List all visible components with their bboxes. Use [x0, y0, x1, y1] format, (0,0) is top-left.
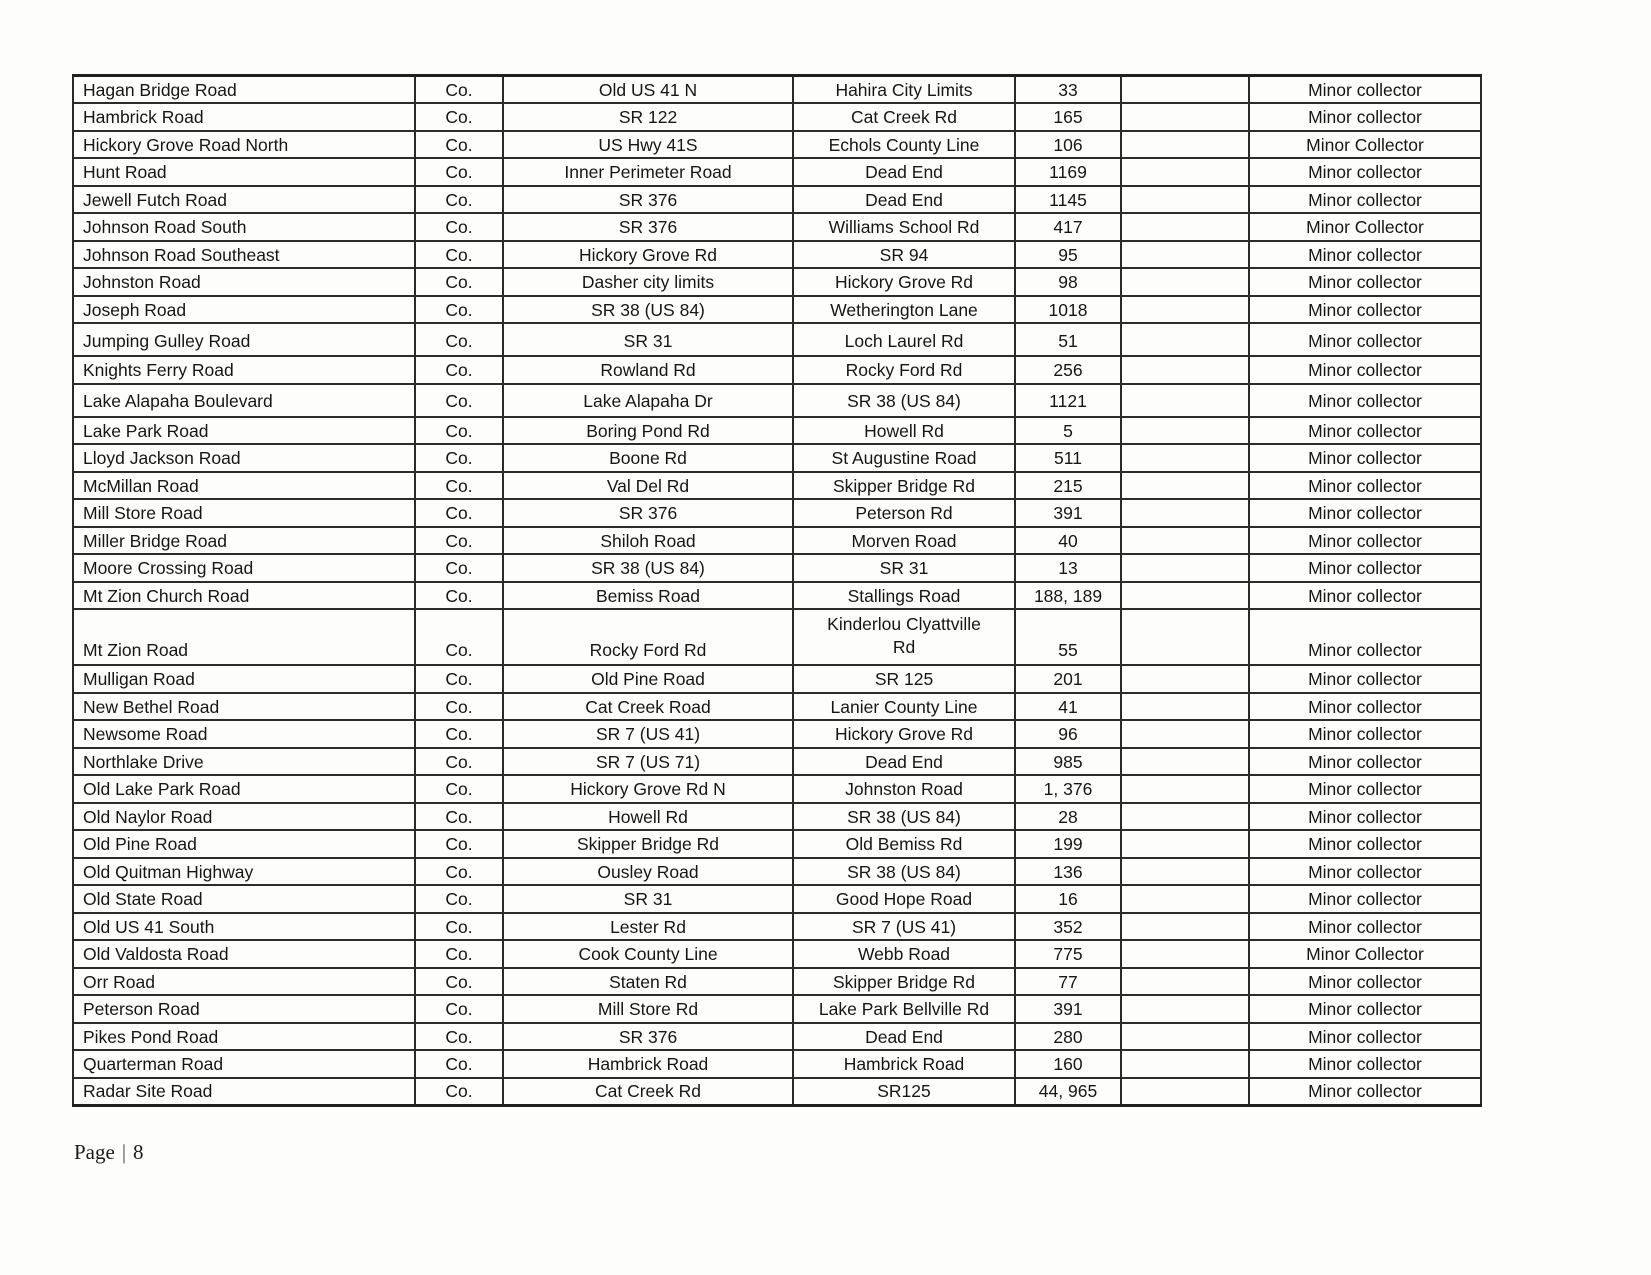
- table-row: [73, 720, 1481, 748]
- page-footer-separator: |: [121, 1140, 127, 1164]
- cell-road-name: Orr Road: [73, 968, 415, 996]
- cell-route-number: 1018: [1015, 296, 1121, 324]
- cell-jurisdiction: Co.: [415, 554, 503, 582]
- cell-to-road: Morven Road: [793, 527, 1015, 555]
- cell-route-number: 985: [1015, 748, 1121, 776]
- cell-classification: Minor collector: [1249, 748, 1481, 776]
- table-row: [73, 940, 1481, 968]
- cell-classification: Minor collector: [1249, 384, 1481, 417]
- cell-road-name: Hunt Road: [73, 158, 415, 186]
- cell-blank: [1121, 940, 1249, 968]
- cell-jurisdiction: Co.: [415, 968, 503, 996]
- cell-to-road: Echols County Line: [793, 131, 1015, 159]
- cell-route-number: 44, 965: [1015, 1078, 1121, 1106]
- cell-to-road: Hahira City Limits: [793, 76, 1015, 104]
- cell-to-road: Dead End: [793, 186, 1015, 214]
- cell-jurisdiction: Co.: [415, 444, 503, 472]
- cell-to-road: Lake Park Bellville Rd: [793, 995, 1015, 1023]
- cell-blank: [1121, 830, 1249, 858]
- table-row: [73, 858, 1481, 886]
- cell-classification: Minor collector: [1249, 554, 1481, 582]
- cell-from-road: Lake Alapaha Dr: [503, 384, 793, 417]
- cell-blank: [1121, 444, 1249, 472]
- cell-to-road: Good Hope Road: [793, 885, 1015, 913]
- cell-classification: Minor collector: [1249, 158, 1481, 186]
- table-row: [73, 968, 1481, 996]
- cell-blank: [1121, 527, 1249, 555]
- cell-route-number: 1145: [1015, 186, 1121, 214]
- cell-jurisdiction: Co.: [415, 665, 503, 693]
- cell-classification: Minor collector: [1249, 323, 1481, 356]
- cell-route-number: 775: [1015, 940, 1121, 968]
- cell-road-name: Old US 41 South: [73, 913, 415, 941]
- cell-from-road: Old US 41 N: [503, 76, 793, 104]
- cell-road-name: Mulligan Road: [73, 665, 415, 693]
- cell-from-road: SR 376: [503, 213, 793, 241]
- cell-to-road: Skipper Bridge Rd: [793, 968, 1015, 996]
- table-row: [73, 995, 1481, 1023]
- table-row: [73, 554, 1481, 582]
- cell-blank: [1121, 186, 1249, 214]
- table-row: [73, 356, 1481, 384]
- cell-to-road: SR 125: [793, 665, 1015, 693]
- table-row: [73, 186, 1481, 214]
- cell-route-number: 352: [1015, 913, 1121, 941]
- cell-jurisdiction: Co.: [415, 609, 503, 665]
- cell-road-name: Hickory Grove Road North: [73, 131, 415, 159]
- cell-jurisdiction: Co.: [415, 803, 503, 831]
- cell-classification: Minor collector: [1249, 830, 1481, 858]
- cell-jurisdiction: Co.: [415, 472, 503, 500]
- cell-route-number: 280: [1015, 1023, 1121, 1051]
- table-row: [73, 913, 1481, 941]
- cell-jurisdiction: Co.: [415, 241, 503, 269]
- cell-blank: [1121, 268, 1249, 296]
- cell-jurisdiction: Co.: [415, 268, 503, 296]
- cell-to-road: Williams School Rd: [793, 213, 1015, 241]
- cell-blank: [1121, 885, 1249, 913]
- table-row: [73, 830, 1481, 858]
- cell-route-number: 40: [1015, 527, 1121, 555]
- cell-blank: [1121, 803, 1249, 831]
- cell-jurisdiction: Co.: [415, 775, 503, 803]
- cell-to-road: Hickory Grove Rd: [793, 268, 1015, 296]
- cell-from-road: Howell Rd: [503, 803, 793, 831]
- cell-jurisdiction: Co.: [415, 1050, 503, 1078]
- cell-road-name: Quarterman Road: [73, 1050, 415, 1078]
- cell-jurisdiction: Co.: [415, 158, 503, 186]
- cell-blank: [1121, 1050, 1249, 1078]
- table-row: [73, 609, 1481, 665]
- table-row: [73, 76, 1481, 104]
- cell-jurisdiction: Co.: [415, 1023, 503, 1051]
- cell-road-name: Mt Zion Church Road: [73, 582, 415, 610]
- cell-from-road: SR 122: [503, 103, 793, 131]
- cell-from-road: Boring Pond Rd: [503, 417, 793, 445]
- cell-route-number: 41: [1015, 693, 1121, 721]
- cell-road-name: Lake Park Road: [73, 417, 415, 445]
- cell-to-road: SR 31: [793, 554, 1015, 582]
- cell-from-road: Dasher city limits: [503, 268, 793, 296]
- cell-route-number: 256: [1015, 356, 1121, 384]
- table-row: [73, 527, 1481, 555]
- cell-jurisdiction: Co.: [415, 1078, 503, 1106]
- cell-road-name: Moore Crossing Road: [73, 554, 415, 582]
- cell-classification: Minor collector: [1249, 693, 1481, 721]
- cell-route-number: 33: [1015, 76, 1121, 104]
- cell-road-name: Jewell Futch Road: [73, 186, 415, 214]
- cell-jurisdiction: Co.: [415, 186, 503, 214]
- cell-to-road: Dead End: [793, 158, 1015, 186]
- cell-from-road: Bemiss Road: [503, 582, 793, 610]
- cell-jurisdiction: Co.: [415, 384, 503, 417]
- cell-road-name: Old Valdosta Road: [73, 940, 415, 968]
- cell-route-number: 55: [1015, 609, 1121, 665]
- cell-road-name: Peterson Road: [73, 995, 415, 1023]
- cell-classification: Minor collector: [1249, 995, 1481, 1023]
- cell-jurisdiction: Co.: [415, 356, 503, 384]
- cell-from-road: Skipper Bridge Rd: [503, 830, 793, 858]
- cell-blank: [1121, 1078, 1249, 1106]
- cell-from-road: Cat Creek Road: [503, 693, 793, 721]
- cell-jurisdiction: Co.: [415, 693, 503, 721]
- cell-to-road: SR125: [793, 1078, 1015, 1106]
- cell-route-number: 511: [1015, 444, 1121, 472]
- cell-route-number: 106: [1015, 131, 1121, 159]
- cell-route-number: 98: [1015, 268, 1121, 296]
- cell-blank: [1121, 582, 1249, 610]
- cell-route-number: 5: [1015, 417, 1121, 445]
- cell-from-road: SR 7 (US 71): [503, 748, 793, 776]
- cell-road-name: Northlake Drive: [73, 748, 415, 776]
- cell-route-number: 77: [1015, 968, 1121, 996]
- cell-to-road: Webb Road: [793, 940, 1015, 968]
- cell-blank: [1121, 775, 1249, 803]
- cell-classification: Minor collector: [1249, 186, 1481, 214]
- cell-road-name: Old Quitman Highway: [73, 858, 415, 886]
- road-table-body: [73, 76, 1481, 1106]
- cell-from-road: Shiloh Road: [503, 527, 793, 555]
- cell-route-number: 160: [1015, 1050, 1121, 1078]
- cell-jurisdiction: Co.: [415, 913, 503, 941]
- cell-route-number: 28: [1015, 803, 1121, 831]
- cell-from-road: SR 38 (US 84): [503, 554, 793, 582]
- cell-classification: Minor Collector: [1249, 213, 1481, 241]
- cell-classification: Minor collector: [1249, 885, 1481, 913]
- cell-blank: [1121, 693, 1249, 721]
- cell-from-road: SR 31: [503, 323, 793, 356]
- cell-from-road: Old Pine Road: [503, 665, 793, 693]
- table-row: [73, 268, 1481, 296]
- table-row: [73, 748, 1481, 776]
- cell-jurisdiction: Co.: [415, 720, 503, 748]
- cell-from-road: Cook County Line: [503, 940, 793, 968]
- cell-to-road: SR 38 (US 84): [793, 858, 1015, 886]
- cell-blank: [1121, 384, 1249, 417]
- cell-jurisdiction: Co.: [415, 885, 503, 913]
- cell-to-road: SR 38 (US 84): [793, 384, 1015, 417]
- cell-classification: Minor collector: [1249, 444, 1481, 472]
- table-row: [73, 323, 1481, 356]
- cell-jurisdiction: Co.: [415, 103, 503, 131]
- cell-road-name: Johnson Road South: [73, 213, 415, 241]
- cell-classification: Minor collector: [1249, 499, 1481, 527]
- cell-blank: [1121, 1023, 1249, 1051]
- cell-route-number: 1, 376: [1015, 775, 1121, 803]
- cell-classification: Minor collector: [1249, 1023, 1481, 1051]
- table-row: [73, 444, 1481, 472]
- cell-to-road-text: Kinderlou Clyattville Rd: [827, 613, 981, 658]
- cell-jurisdiction: Co.: [415, 323, 503, 356]
- cell-classification: Minor collector: [1249, 527, 1481, 555]
- cell-to-road: Loch Laurel Rd: [793, 323, 1015, 356]
- cell-from-road: SR 31: [503, 885, 793, 913]
- cell-classification: Minor Collector: [1249, 940, 1481, 968]
- cell-classification: Minor collector: [1249, 803, 1481, 831]
- cell-jurisdiction: Co.: [415, 499, 503, 527]
- cell-route-number: 165: [1015, 103, 1121, 131]
- cell-to-road: Wetherington Lane: [793, 296, 1015, 324]
- cell-blank: [1121, 913, 1249, 941]
- cell-route-number: 13: [1015, 554, 1121, 582]
- cell-road-name: Johnston Road: [73, 268, 415, 296]
- cell-from-road: Hickory Grove Rd N: [503, 775, 793, 803]
- page-footer-number: 8: [133, 1140, 144, 1164]
- cell-classification: Minor collector: [1249, 609, 1481, 665]
- cell-road-name: Knights Ferry Road: [73, 356, 415, 384]
- table-row: [73, 241, 1481, 269]
- table-row: [73, 499, 1481, 527]
- cell-road-name: Old Naylor Road: [73, 803, 415, 831]
- cell-to-road: St Augustine Road: [793, 444, 1015, 472]
- cell-classification: Minor collector: [1249, 775, 1481, 803]
- cell-road-name: Jumping Gulley Road: [73, 323, 415, 356]
- cell-blank: [1121, 665, 1249, 693]
- table-row: [73, 803, 1481, 831]
- cell-jurisdiction: Co.: [415, 940, 503, 968]
- cell-road-name: Hambrick Road: [73, 103, 415, 131]
- cell-classification: Minor collector: [1249, 296, 1481, 324]
- cell-to-road: Cat Creek Rd: [793, 103, 1015, 131]
- cell-blank: [1121, 417, 1249, 445]
- cell-route-number: 391: [1015, 499, 1121, 527]
- cell-blank: [1121, 213, 1249, 241]
- cell-route-number: 1169: [1015, 158, 1121, 186]
- cell-from-road: SR 7 (US 41): [503, 720, 793, 748]
- cell-road-name: New Bethel Road: [73, 693, 415, 721]
- cell-to-road: SR 7 (US 41): [793, 913, 1015, 941]
- table-row: [73, 103, 1481, 131]
- cell-blank: [1121, 995, 1249, 1023]
- cell-from-road: SR 376: [503, 499, 793, 527]
- cell-to-road: Hickory Grove Rd: [793, 720, 1015, 748]
- cell-road-name: Old Pine Road: [73, 830, 415, 858]
- cell-to-road: Old Bemiss Rd: [793, 830, 1015, 858]
- cell-classification: Minor collector: [1249, 1078, 1481, 1106]
- cell-jurisdiction: Co.: [415, 995, 503, 1023]
- table-row: [73, 158, 1481, 186]
- cell-from-road: US Hwy 41S: [503, 131, 793, 159]
- cell-blank: [1121, 858, 1249, 886]
- cell-classification: Minor collector: [1249, 417, 1481, 445]
- cell-jurisdiction: Co.: [415, 417, 503, 445]
- cell-route-number: 96: [1015, 720, 1121, 748]
- cell-route-number: 215: [1015, 472, 1121, 500]
- page-footer: [74, 1140, 144, 1165]
- cell-road-name: McMillan Road: [73, 472, 415, 500]
- cell-from-road: Cat Creek Rd: [503, 1078, 793, 1106]
- cell-classification: Minor collector: [1249, 103, 1481, 131]
- table-row: [73, 1023, 1481, 1051]
- cell-to-road: Lanier County Line: [793, 693, 1015, 721]
- cell-blank: [1121, 748, 1249, 776]
- cell-route-number: 95: [1015, 241, 1121, 269]
- cell-to-road: Peterson Rd: [793, 499, 1015, 527]
- cell-jurisdiction: Co.: [415, 76, 503, 104]
- cell-blank: [1121, 241, 1249, 269]
- cell-from-road: Boone Rd: [503, 444, 793, 472]
- table-row: [73, 1050, 1481, 1078]
- cell-from-road: Inner Perimeter Road: [503, 158, 793, 186]
- cell-road-name: Radar Site Road: [73, 1078, 415, 1106]
- cell-to-road: Rocky Ford Rd: [793, 356, 1015, 384]
- cell-to-road: Hambrick Road: [793, 1050, 1015, 1078]
- cell-road-name: Joseph Road: [73, 296, 415, 324]
- cell-jurisdiction: Co.: [415, 748, 503, 776]
- cell-classification: Minor collector: [1249, 356, 1481, 384]
- cell-blank: [1121, 499, 1249, 527]
- table-row: [73, 693, 1481, 721]
- table-row: [73, 665, 1481, 693]
- cell-to-road: Howell Rd: [793, 417, 1015, 445]
- table-row: [73, 775, 1481, 803]
- cell-route-number: 201: [1015, 665, 1121, 693]
- cell-to-road: Dead End: [793, 748, 1015, 776]
- cell-from-road: Staten Rd: [503, 968, 793, 996]
- table-row: [73, 384, 1481, 417]
- table-row: [73, 1078, 1481, 1106]
- cell-jurisdiction: Co.: [415, 582, 503, 610]
- cell-classification: Minor collector: [1249, 665, 1481, 693]
- cell-road-name: Pikes Pond Road: [73, 1023, 415, 1051]
- cell-from-road: SR 38 (US 84): [503, 296, 793, 324]
- road-inventory-table: [72, 74, 1482, 1107]
- cell-to-road: Stallings Road: [793, 582, 1015, 610]
- cell-road-name: Old State Road: [73, 885, 415, 913]
- cell-jurisdiction: Co.: [415, 131, 503, 159]
- cell-blank: [1121, 103, 1249, 131]
- table-row: [73, 885, 1481, 913]
- cell-from-road: Ousley Road: [503, 858, 793, 886]
- table-row: [73, 417, 1481, 445]
- cell-to-road: Dead End: [793, 1023, 1015, 1051]
- page-footer-label: Page: [74, 1140, 115, 1164]
- table-row: [73, 213, 1481, 241]
- cell-from-road: SR 376: [503, 1023, 793, 1051]
- cell-jurisdiction: Co.: [415, 858, 503, 886]
- cell-road-name: Hagan Bridge Road: [73, 76, 415, 104]
- cell-route-number: 417: [1015, 213, 1121, 241]
- cell-route-number: 199: [1015, 830, 1121, 858]
- cell-blank: [1121, 720, 1249, 748]
- cell-classification: Minor collector: [1249, 858, 1481, 886]
- cell-blank: [1121, 76, 1249, 104]
- cell-blank: [1121, 968, 1249, 996]
- cell-jurisdiction: Co.: [415, 213, 503, 241]
- cell-road-name: Mt Zion Road: [73, 609, 415, 665]
- cell-to-road: Skipper Bridge Rd: [793, 472, 1015, 500]
- cell-blank: [1121, 609, 1249, 665]
- cell-jurisdiction: Co.: [415, 296, 503, 324]
- cell-blank: [1121, 158, 1249, 186]
- cell-route-number: 51: [1015, 323, 1121, 356]
- cell-classification: Minor collector: [1249, 241, 1481, 269]
- cell-from-road: Rowland Rd: [503, 356, 793, 384]
- cell-classification: Minor collector: [1249, 913, 1481, 941]
- cell-road-name: Lloyd Jackson Road: [73, 444, 415, 472]
- cell-blank: [1121, 323, 1249, 356]
- cell-classification: Minor collector: [1249, 268, 1481, 296]
- cell-to-road: SR 94: [793, 241, 1015, 269]
- cell-classification: Minor collector: [1249, 968, 1481, 996]
- cell-classification: Minor collector: [1249, 582, 1481, 610]
- cell-from-road: Rocky Ford Rd: [503, 609, 793, 665]
- cell-blank: [1121, 554, 1249, 582]
- cell-classification: Minor collector: [1249, 76, 1481, 104]
- cell-road-name: Miller Bridge Road: [73, 527, 415, 555]
- cell-classification: Minor collector: [1249, 720, 1481, 748]
- cell-blank: [1121, 472, 1249, 500]
- cell-route-number: 1121: [1015, 384, 1121, 417]
- table-row: [73, 131, 1481, 159]
- cell-jurisdiction: Co.: [415, 830, 503, 858]
- cell-route-number: 16: [1015, 885, 1121, 913]
- cell-to-road: [793, 609, 1015, 665]
- cell-from-road: Hambrick Road: [503, 1050, 793, 1078]
- cell-from-road: Val Del Rd: [503, 472, 793, 500]
- cell-road-name: Old Lake Park Road: [73, 775, 415, 803]
- cell-from-road: Hickory Grove Rd: [503, 241, 793, 269]
- cell-from-road: SR 376: [503, 186, 793, 214]
- cell-classification: Minor collector: [1249, 1050, 1481, 1078]
- cell-from-road: Mill Store Rd: [503, 995, 793, 1023]
- cell-classification: Minor Collector: [1249, 131, 1481, 159]
- table-row: [73, 472, 1481, 500]
- cell-road-name: Johnson Road Southeast: [73, 241, 415, 269]
- cell-road-name: Mill Store Road: [73, 499, 415, 527]
- table-row: [73, 296, 1481, 324]
- cell-route-number: 136: [1015, 858, 1121, 886]
- cell-road-name: Lake Alapaha Boulevard: [73, 384, 415, 417]
- table-row: [73, 582, 1481, 610]
- cell-blank: [1121, 131, 1249, 159]
- cell-blank: [1121, 296, 1249, 324]
- cell-from-road: Lester Rd: [503, 913, 793, 941]
- cell-route-number: 188, 189: [1015, 582, 1121, 610]
- cell-jurisdiction: Co.: [415, 527, 503, 555]
- cell-classification: Minor collector: [1249, 472, 1481, 500]
- cell-road-name: Newsome Road: [73, 720, 415, 748]
- cell-to-road: Johnston Road: [793, 775, 1015, 803]
- cell-route-number: 391: [1015, 995, 1121, 1023]
- cell-blank: [1121, 356, 1249, 384]
- cell-to-road: SR 38 (US 84): [793, 803, 1015, 831]
